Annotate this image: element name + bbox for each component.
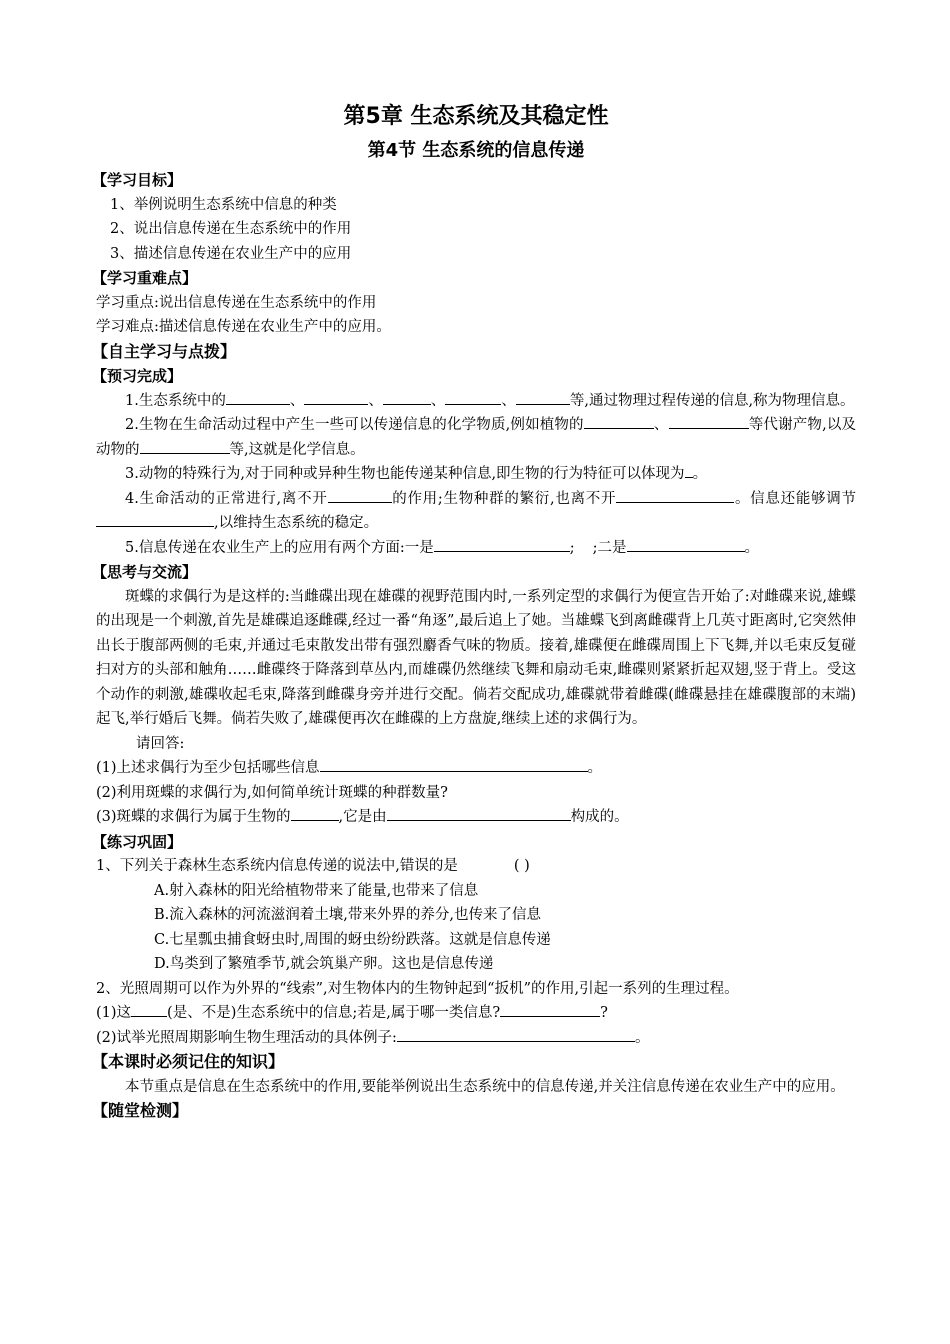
key-focus: 学习重点:说出信息传递在生态系统中的作用 [96,294,377,311]
answer-prompt: 请回答: [136,735,185,752]
answer-blank[interactable] [500,1002,600,1017]
option-a: A.射入森林的阳光给植物带来了能量,也带来了信息 [154,882,479,899]
answer-blank[interactable] [383,390,431,405]
preview-question-3: 3.动物的特殊行为,对于同种或异种生物也能传递某种信息,即生物的行为特征可以体现为 。 [96,462,856,487]
preview-question-2: 2.生物在生命活动过程中产生一些可以传递信息的化学物质,例如植物的 、 等代谢产物,以及动物的 等,这就是化学信息。 [96,413,856,462]
think-question-3: (3)斑蝶的求偶行为属于生物的 ,它是由 构成的。 [96,805,856,830]
answer-blank[interactable] [387,806,571,821]
practice-question-2-2: (2)试举光照周期影响生物生理活动的具体例子: 。 [96,1026,856,1051]
answer-blank[interactable] [397,1027,635,1042]
think-heading: 【思考与交流】 [92,563,198,581]
answer-paren[interactable]: ( ) [513,858,530,874]
selfstudy-heading: 【自主学习与点拨】 [92,341,237,361]
option-c: C.七星瓢虫捕食蚜虫时,周围的蚜虫纷纷跌落。这就是信息传递 [154,931,551,948]
objective-item: 2、说出信息传递在生态系统中的作用 [110,221,352,237]
answer-blank[interactable] [140,439,230,454]
objective-item: 1、举例说明生态系统中信息的种类 [110,196,337,213]
answer-blank[interactable] [304,390,368,405]
objectives-heading: 【学习目标】 [92,171,183,189]
answer-blank[interactable] [584,414,654,429]
answer-blank[interactable] [328,488,392,503]
memorize-text: 本节重点是信息在生态系统中的作用,要能举例说出生态系统中的信息传递,并关注信息传递在农业生产中的应用。 [125,1078,845,1095]
test-heading: 【随堂检测】 [92,1101,189,1120]
chapter-title: 第5章 生态系统及其稳定性 [343,104,609,129]
practice-question-2: 2、光照周期可以作为外界的“线索”,对生物体内的生物钟起到“扳机”的作用,引起一系列的生理过程。 [96,980,739,997]
think-question-1: (1)上述求偶行为至少包括哪些信息 。 [96,756,856,781]
practice-question-1: 1、下列关于森林生态系统内信息传递的说法中,错误的是 ( ) [96,858,530,874]
answer-blank[interactable] [627,537,745,552]
answer-blank[interactable] [434,537,570,552]
preview-question-1: 1.生态系统中的 、 、 、 、 等,通过物理过程传递的信息,称为物理信息。 [96,389,856,414]
answer-blank[interactable] [669,414,749,429]
butterfly-passage: 斑蝶的求偶行为是这样的:当雌碟出现在雄碟的视野范围内时,一系列定型的求偶行为便宣告开始了:对雌碟来说,雄蝶的出现是一个刺激,首先是雄碟追逐雌碟,经过一番“角逐”,最后追上了她。当雄蝶飞到离雌碟背上几英寸距离时,它突然伸出长于腹部两侧的毛束,并通过毛束散发出带有强烈麝香气味的物质。接着,雄碟便在雌碟周围上下飞舞,并以毛束反复碰扫对方的头部和触角……雌碟终于降落到草丛内,而雄碟仍然继续飞舞和扇动毛束,雌碟则紧紧折起双翅,竖于背上。受这个动作的刺激,雄碟收起毛束,降落到雌碟身旁并进行交配。倘若交配成功,雄碟就带着雌碟(雌碟悬挂在雄碟腹部的末端)起飞,举行婚后飞舞。倘若失败了,雄碟便再次在雌碟的上方盘旋,继续上述的求偶行为。 [96,588,856,727]
key-difficulty: 学习难点:描述信息传递在农业生产中的应用。 [96,319,391,335]
answer-blank[interactable] [516,390,570,405]
option-b: B.流入森林的河流滋润着土壤,带来外界的养分,也传来了信息 [154,907,541,923]
answer-blank[interactable] [291,806,339,821]
keypoints-heading: 【学习重难点】 [92,269,198,287]
memorize-heading: 【本课时必须记住的知识】 [92,1052,285,1071]
answer-blank[interactable] [320,757,588,772]
option-d: D.鸟类到了繁殖季节,就会筑巢产卵。这也是信息传递 [154,956,494,972]
section-title: 第4节 生态系统的信息传递 [367,140,585,161]
answer-blank[interactable] [445,390,501,405]
preview-question-5: 5.信息传递在农业生产上的应用有两个方面:一是 ; ;二是 。 [96,536,856,561]
practice-question-2-1: (1)这 (是、不是)生态系统中的信息;若是,属于哪一类信息? ? [96,1001,856,1026]
answer-blank[interactable] [131,1002,167,1017]
answer-blank[interactable] [616,488,734,503]
worksheet-page [92,100,857,1124]
answer-blank[interactable] [685,463,693,478]
think-question-2: (2)利用斑蝶的求偶行为,如何简单统计斑蝶的种群数量? [96,784,448,801]
preview-heading: 【预习完成】 [92,367,183,385]
objective-item: 3、描述信息传递在农业生产中的应用 [110,245,352,262]
answer-blank[interactable] [226,390,290,405]
answer-blank[interactable] [96,512,214,527]
preview-question-4: 4.生命活动的正常进行,离不开 的作用;生物种群的繁衍,也离不开 。信息还能够调节,以维持生态系统的稳定。 [96,487,856,536]
practice-heading: 【练习巩固】 [92,832,183,851]
